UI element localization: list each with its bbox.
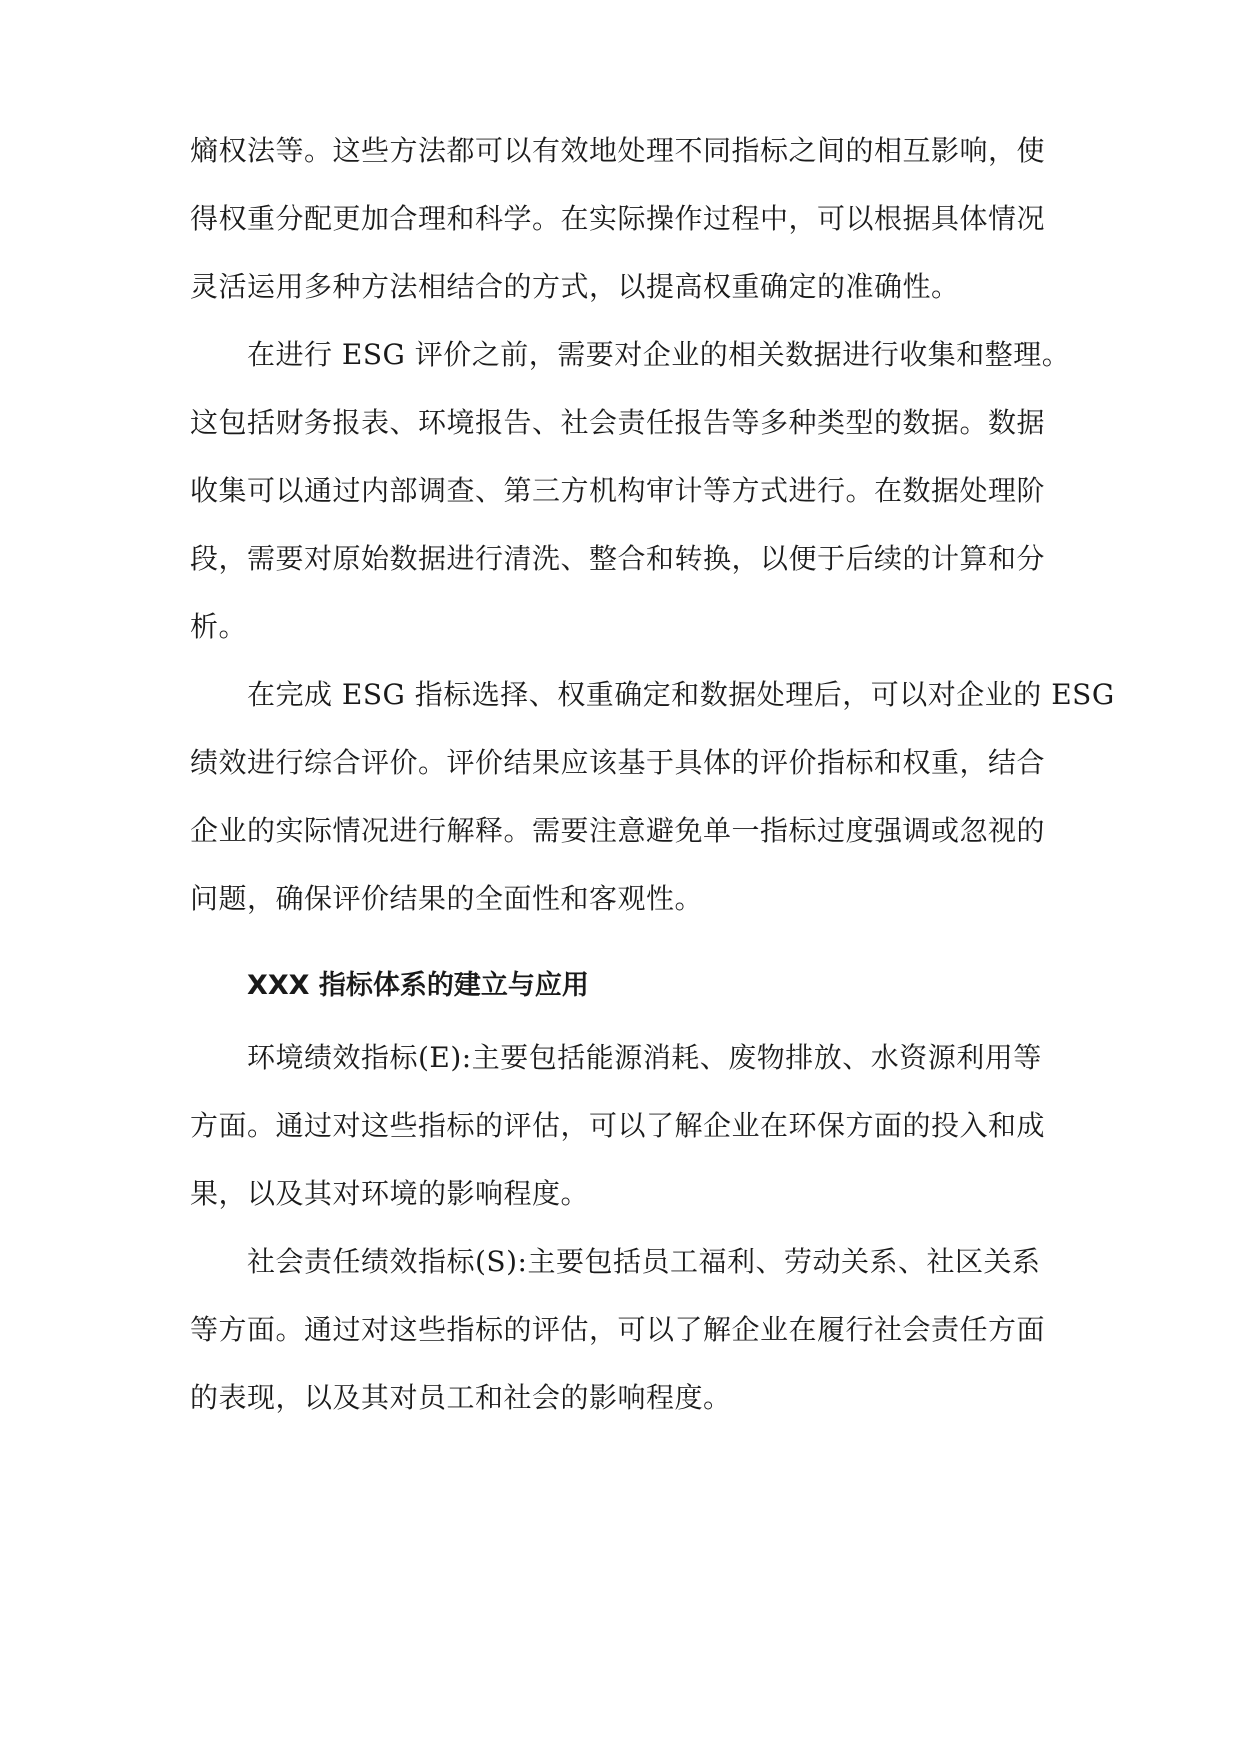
paragraph-3-line-4: 问题，确保评价结果的全面性和客观性。 — [190, 882, 704, 915]
paragraph-4-line-2: 方面。通过对这些指标的评估，可以了解企业在环保方面的投入和成 — [190, 1109, 1046, 1142]
paragraph-3-line-3: 企业的实际情况进行解释。需要注意避免单一指标过度强调或忽视的 — [190, 814, 1046, 847]
paragraph-3-line-2: 绩效进行综合评价。评价结果应该基于具体的评价指标和权重，结合 — [190, 746, 1046, 779]
paragraph-1-line-2: 得权重分配更加合理和科学。在实际操作过程中，可以根据具体情况 — [190, 202, 1046, 235]
paragraph-5-line-1: 社会责任绩效指标(S):主要包括员工福利、劳动关系、社区关系 — [247, 1245, 1041, 1278]
paragraph-5-line-2: 等方面。通过对这些指标的评估，可以了解企业在履行社会责任方面 — [190, 1313, 1046, 1346]
paragraph-2-line-4: 段，需要对原始数据进行清洗、整合和转换，以便于后续的计算和分 — [190, 542, 1046, 575]
paragraph-4-line-3: 果，以及其对环境的影响程度。 — [190, 1177, 590, 1210]
paragraph-5-line-3: 的表现，以及其对员工和社会的影响程度。 — [190, 1381, 732, 1414]
paragraph-1-line-1: 熵权法等。这些方法都可以有效地处理不同指标之间的相互影响，使 — [190, 134, 1046, 167]
paragraph-2-line-2: 这包括财务报表、环境报告、社会责任报告等多种类型的数据。数据 — [190, 406, 1046, 439]
paragraph-2-line-1: 在进行 ESG 评价之前，需要对企业的相关数据进行收集和整理。 — [247, 338, 1071, 371]
paragraph-4-line-1: 环境绩效指标(E):主要包括能源消耗、废物排放、水资源利用等 — [247, 1041, 1042, 1074]
paragraph-2-line-5: 析。 — [190, 610, 248, 643]
paragraph-3-line-1: 在完成 ESG 指标选择、权重确定和数据处理后，可以对企业的 ESG — [247, 678, 1115, 711]
paragraph-2-line-3: 收集可以通过内部调查、第三方机构审计等方式进行。在数据处理阶 — [190, 474, 1046, 507]
section-heading: XXX 指标体系的建立与应用 — [247, 970, 589, 1001]
paragraph-1-line-3: 灵活运用多种方法相结合的方式，以提高权重确定的准确性。 — [190, 270, 960, 303]
